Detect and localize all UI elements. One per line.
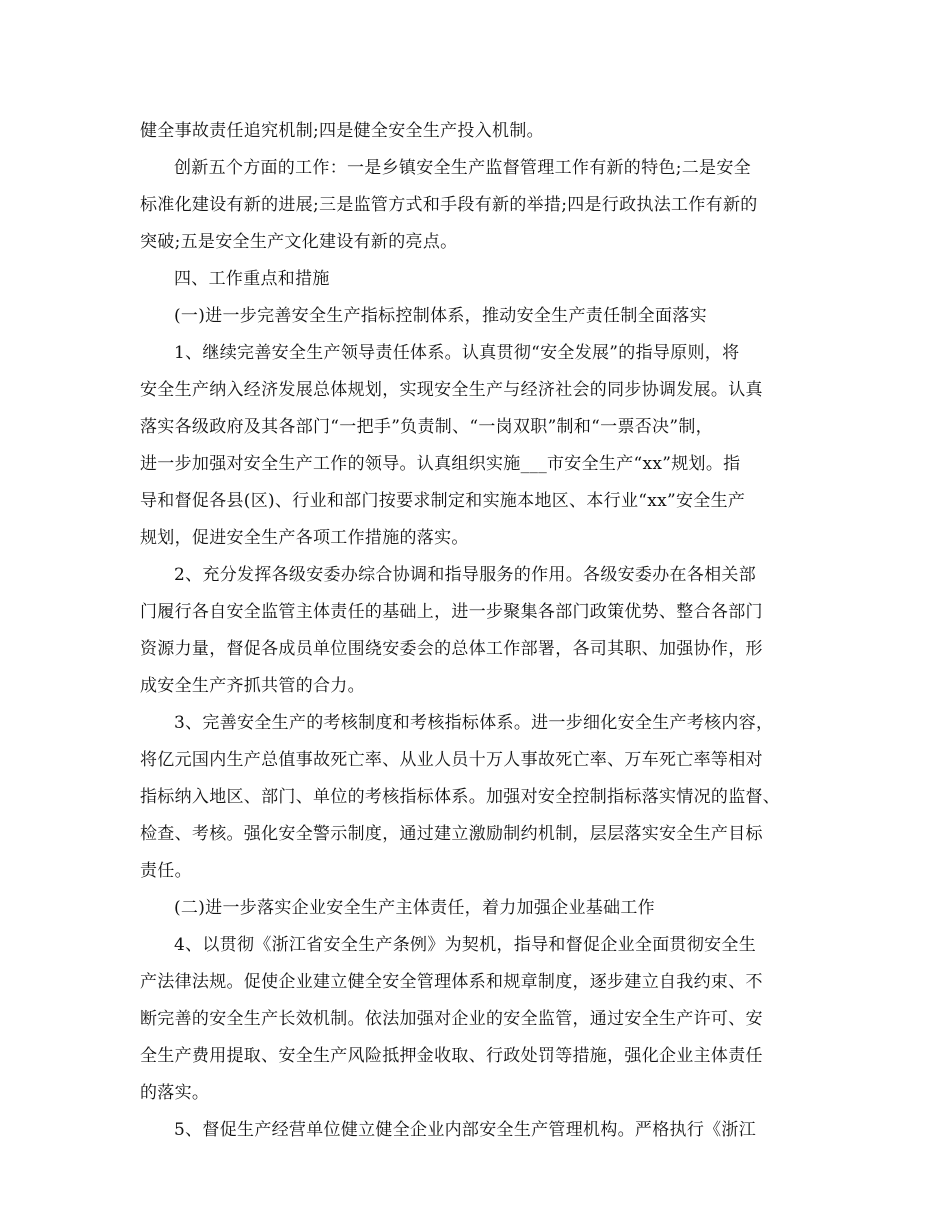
text-line: 全生产费用提取、安全生产风险抵押金收取、行政处罚等措施，强化企业主体责任	[140, 1046, 763, 1066]
paragraph-start: 2、充分发挥各级安委办综合协调和指导服务的作用。各级安委办在各相关部	[174, 565, 757, 585]
paragraph-start: 1、继续完善安全生产领导责任体系。认真贯彻“安全发展”的指导原则，将	[174, 343, 740, 363]
paragraph-start: 3、完善安全生产的考核制度和考核指标体系。进一步细化安全生产考核内容，	[174, 713, 774, 733]
text-line: 指标纳入地区、部门、单位的考核指标体系。加强对安全控制指标落实情况的监督、	[140, 787, 781, 807]
text-line: 资源力量，督促各成员单位围绕安委会的总体工作部署，各司其职、加强协作，形	[140, 639, 763, 659]
text-line: 标准化建设有新的进展;三是监管方式和手段有新的举措;四是行政执法工作有新的	[140, 195, 758, 215]
text-line: 检查、考核。强化安全警示制度，通过建立激励制约机制，层层落实安全生产目标	[140, 824, 763, 844]
text-line: 规划，促进安全生产各项工作措施的落实。	[140, 528, 469, 548]
subsection-heading: (一)进一步完善安全生产指标控制体系，推动安全生产责任制全面落实	[174, 306, 707, 326]
text-line: 断完善的安全生产长效机制。依法加强对企业的安全监管，通过安全生产许可、安	[140, 1009, 763, 1029]
section-heading: 四、工作重点和措施	[174, 269, 330, 289]
text-line: 将亿元国内生产总值事故死亡率、从业人员十万人事故死亡率、万车死亡率等相对	[140, 750, 763, 770]
text-line: 门履行各自安全监管主体责任的基础上，进一步聚集各部门政策优势、整合各部门	[140, 602, 763, 622]
paragraph-start: 4、以贯彻《浙江省安全生产条例》为契机，指导和督促企业全面贯彻安全生	[174, 935, 757, 955]
text-line: 的落实。	[140, 1083, 210, 1103]
text-line: 成安全生产齐抓共管的合力。	[140, 676, 365, 696]
text-line: 安全生产纳入经济发展总体规划，实现安全生产与经济社会的同步协调发展。认真	[140, 380, 763, 400]
text-line: 产法律法规。促使企业建立健全安全管理体系和规章制度，逐步建立自我约束、不	[140, 972, 763, 992]
paragraph-start: 5、督促生产经营单位健立健全企业内部安全生产管理机构。严格执行《浙江	[174, 1120, 757, 1140]
text-line: 进一步加强对安全生产工作的领导。认真组织实施___市安全生产“xx”规划。指	[140, 454, 741, 474]
text-line: 突破;五是安全生产文化建设有新的亮点。	[140, 232, 458, 252]
paragraph-start: 创新五个方面的工作：一是乡镇安全生产监督管理工作有新的特色;二是安全	[174, 158, 751, 178]
subsection-heading: (二)进一步落实企业安全生产主体责任，着力加强企业基础工作	[174, 898, 655, 918]
text-line: 落实各级政府及其各部门“一把手”负责制、“一岗双职”制和“一票否决”制，	[140, 417, 713, 437]
text-line: 导和督促各县(区)、行业和部门按要求制定和实施本地区、本行业“xx”安全生产	[140, 491, 746, 511]
text-line: 健全事故责任追究机制;四是健全安全生产投入机制。	[140, 121, 544, 141]
text-line: 责任。	[140, 861, 192, 881]
